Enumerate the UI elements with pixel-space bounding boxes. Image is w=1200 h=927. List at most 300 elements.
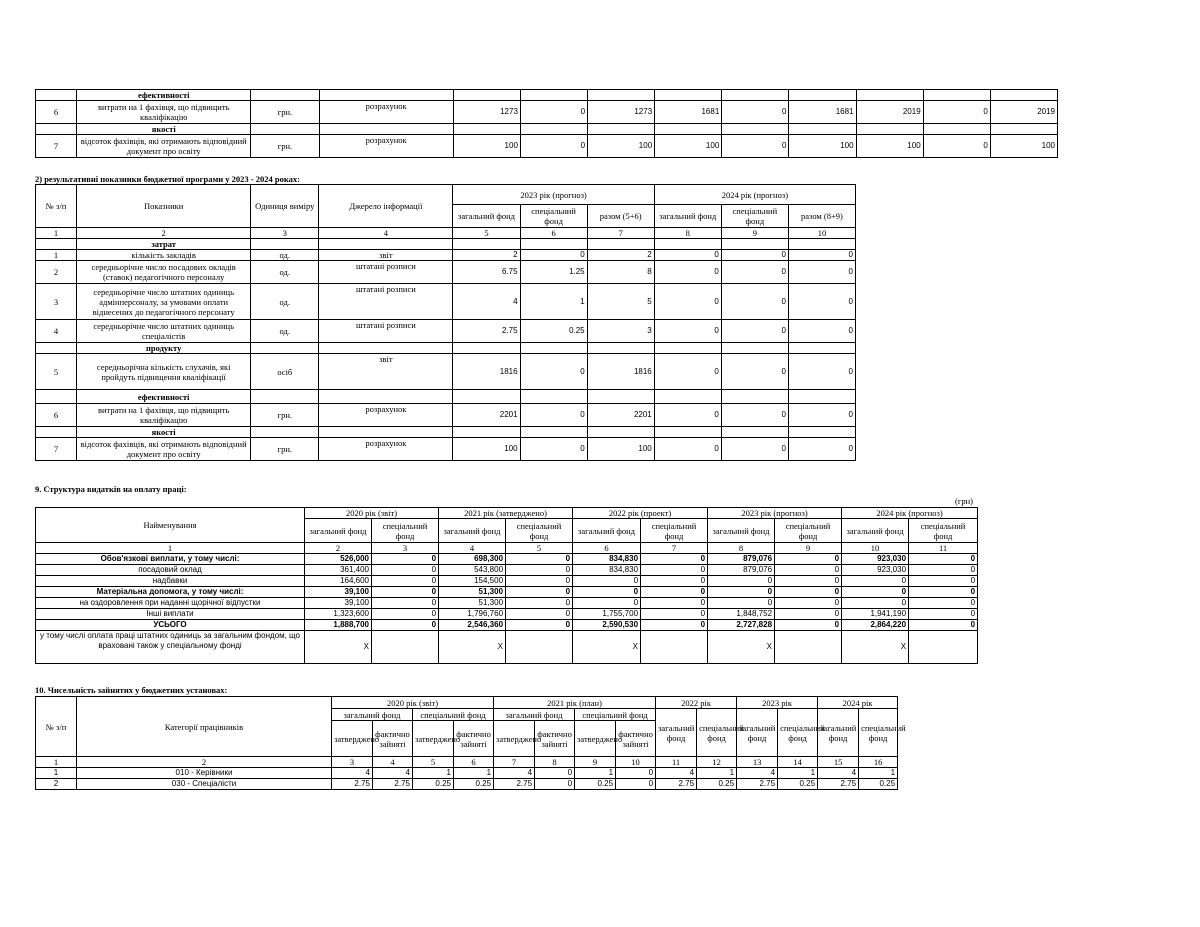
indicator-row: [36, 135, 1058, 158]
unit: грн.: [251, 101, 319, 124]
header-general-fund: загальний фонд: [737, 709, 778, 757]
indicator-name: відсоток фахівців, які отримають відповідний документ про освіту: [77, 135, 251, 158]
value-cell: 0: [372, 620, 439, 631]
row-num: 1: [36, 768, 77, 779]
salary-structure-table: [35, 507, 978, 664]
empty-cell: [251, 239, 319, 250]
empty-cell: [655, 90, 722, 101]
column-number: 1: [36, 757, 77, 768]
group-label: затрат: [77, 239, 251, 250]
header-2023: 2023 рік: [737, 697, 818, 709]
column-number: 9: [721, 228, 788, 239]
row-num: 6: [36, 101, 77, 124]
header-general-fund: загальний фонд: [708, 519, 775, 543]
results-indicators-table: [35, 184, 856, 461]
value-cell: 154,500: [439, 576, 506, 587]
empty-cell: [654, 239, 721, 250]
salary-row: [36, 554, 978, 565]
value-cell: 1: [575, 768, 616, 779]
mark-cell: X: [439, 631, 506, 664]
empty-cell: [655, 124, 722, 135]
value-cell: 0: [721, 284, 788, 320]
header-general-fund: загальний фонд: [439, 519, 506, 543]
value-cell: 8: [587, 261, 654, 284]
empty-cell: [520, 343, 587, 354]
value-cell: 0: [654, 438, 721, 461]
header-special-fund: спеціальний фонд: [859, 709, 898, 757]
value-cell: 0: [372, 587, 439, 598]
header-special-fund: спеціальний фонд: [697, 709, 737, 757]
mark-cell: [775, 631, 842, 664]
header-special-fund: спеціальний фонд: [520, 205, 587, 228]
section-9-title: 9. Структура видатків на оплату праці:: [35, 484, 187, 494]
header-source: Джерело інформації: [319, 185, 453, 228]
row-num: 7: [36, 438, 77, 461]
value-cell: 0.25: [778, 779, 818, 790]
header-special-fund: спеціальний фонд: [506, 519, 573, 543]
empty-cell: [453, 90, 520, 101]
value-cell: 1816: [587, 354, 654, 390]
value-cell: 0.25: [697, 779, 737, 790]
header-2023: 2023 рік (прогноз): [453, 185, 654, 205]
header-general-fund: загальний фонд: [656, 709, 697, 757]
value-cell: 0: [775, 587, 842, 598]
value-cell: 100: [453, 438, 520, 461]
empty-cell: [319, 390, 453, 404]
value-cell: 543,800: [439, 565, 506, 576]
value-cell: 0: [654, 261, 721, 284]
header-category: Категорії працівників: [77, 697, 332, 757]
empty-cell: [788, 427, 855, 438]
value-cell: 0: [909, 609, 978, 620]
value-cell: 0: [616, 779, 656, 790]
header-special-fund: спеціальний фонд: [575, 709, 656, 721]
unit-note: (грн): [955, 496, 973, 506]
value-cell: 100: [856, 135, 923, 158]
value-cell: 0: [641, 587, 708, 598]
indicator-name: середньорічне число посадових окладів (ставок) педагогічного персоналу: [77, 261, 251, 284]
column-number: 5: [453, 228, 520, 239]
group-row: [36, 427, 856, 438]
expense-name: посадовий оклад: [36, 565, 305, 576]
empty-cell: [722, 90, 789, 101]
indicator-name: середньорічне число штатних одиниць спеціалістів: [77, 320, 251, 343]
value-cell: 0.25: [575, 779, 616, 790]
group-row: [36, 124, 1058, 135]
expense-name: Інші виплати: [36, 609, 305, 620]
value-cell: 1816: [453, 354, 520, 390]
salary-row: [36, 565, 978, 576]
value-cell: 3: [587, 320, 654, 343]
empty-cell: [654, 343, 721, 354]
indicator-row: [36, 284, 856, 320]
value-cell: 0: [721, 250, 788, 261]
value-cell: 51,300: [439, 598, 506, 609]
value-cell: 0: [909, 598, 978, 609]
value-cell: 0: [654, 250, 721, 261]
indicator-name: відсоток фахівців, які отримають відповідний документ про освіту: [77, 438, 251, 461]
column-number: 16: [859, 757, 898, 768]
value-cell: 0: [708, 598, 775, 609]
value-cell: 0: [842, 587, 909, 598]
value-cell: 0: [775, 565, 842, 576]
value-cell: 0: [923, 101, 990, 124]
mark-cell: X: [573, 631, 641, 664]
employee-row: [36, 779, 898, 790]
value-cell: 0: [721, 404, 788, 427]
empty-cell: [36, 343, 77, 354]
value-cell: 0: [372, 609, 439, 620]
category-name: 030 - Спеціалісти: [77, 779, 332, 790]
row-num: 6: [36, 404, 77, 427]
empty-cell: [587, 343, 654, 354]
value-cell: 4: [737, 768, 778, 779]
column-number: 13: [737, 757, 778, 768]
empty-cell: [453, 239, 520, 250]
unit: од.: [251, 250, 319, 261]
header-special-fund: спеціальний фонд: [372, 519, 439, 543]
indicator-name: середньорічне число штатних одиниць адмінперсоналу, за умовами оплати віднесених до педагогічного персонату: [77, 284, 251, 320]
indicators-table-continued: [35, 89, 1058, 158]
value-cell: 4: [453, 284, 520, 320]
value-cell: 6.75: [453, 261, 520, 284]
indicator-row: [36, 101, 1058, 124]
value-cell: 879,076: [708, 565, 775, 576]
column-number: 7: [587, 228, 654, 239]
header-year: 2022 рік (проект): [573, 508, 708, 519]
indicator-row: [36, 354, 856, 390]
value-cell: 2.75: [656, 779, 697, 790]
empty-cell: [319, 90, 453, 101]
value-cell: 526,000: [305, 554, 372, 565]
note-text: у тому числі оплата праці штатних одиниць за загальним фондом, що враховані також у спеціальному фонді: [36, 631, 305, 664]
column-number: 15: [818, 757, 859, 768]
value-cell: 0: [775, 576, 842, 587]
header-special-fund: спеціальний фонд: [413, 709, 494, 721]
value-cell: 1.25: [520, 261, 587, 284]
column-number: 4: [439, 543, 506, 554]
empty-cell: [319, 124, 453, 135]
value-cell: 0: [775, 598, 842, 609]
value-cell: 0: [372, 598, 439, 609]
row-num: 4: [36, 320, 77, 343]
column-number: 4: [319, 228, 453, 239]
value-cell: 0: [721, 354, 788, 390]
header-2024: 2024 рік: [818, 697, 898, 709]
value-cell: 2201: [453, 404, 520, 427]
value-cell: 0: [520, 101, 587, 124]
value-cell: 100: [990, 135, 1057, 158]
column-number: 3: [332, 757, 373, 768]
empty-cell: [251, 124, 319, 135]
empty-cell: [788, 390, 855, 404]
value-cell: 361,400: [305, 565, 372, 576]
unit: осіб: [251, 354, 319, 390]
value-cell: 4: [332, 768, 373, 779]
empty-cell: [520, 90, 587, 101]
header-actual: фактично зайняті: [373, 721, 413, 757]
empty-cell: [36, 390, 77, 404]
source: розрахунок: [319, 101, 453, 124]
header-sum-5-6: разом (5+6): [587, 205, 654, 228]
header-special-fund: спеціальний фонд: [641, 519, 708, 543]
unit: од.: [251, 261, 319, 284]
empty-cell: [453, 343, 520, 354]
value-cell: 4: [373, 768, 413, 779]
empty-cell: [251, 390, 319, 404]
empty-cell: [453, 124, 520, 135]
column-number: 8: [708, 543, 775, 554]
source: штатані розписи: [319, 284, 453, 320]
value-cell: 1: [413, 768, 454, 779]
value-cell: 0: [788, 284, 855, 320]
section-10-title: 10. Чисельність зайнятих у бюджетних установах:: [35, 685, 228, 695]
value-cell: 100: [587, 438, 654, 461]
empty-cell: [319, 427, 453, 438]
unit: грн.: [251, 135, 319, 158]
value-cell: 0: [506, 576, 573, 587]
value-cell: 834,830: [573, 554, 641, 565]
value-cell: 879,076: [708, 554, 775, 565]
column-number: 1: [36, 543, 305, 554]
empty-cell: [923, 90, 990, 101]
value-cell: 0: [722, 135, 789, 158]
value-cell: 0: [923, 135, 990, 158]
value-cell: 0: [721, 438, 788, 461]
value-cell: 1,848,752: [708, 609, 775, 620]
column-number: 5: [413, 757, 454, 768]
column-number: 9: [775, 543, 842, 554]
row-num: 7: [36, 135, 77, 158]
value-cell: 0: [506, 565, 573, 576]
source: розрахунок: [319, 135, 453, 158]
empty-cell: [990, 124, 1057, 135]
header-actual: фактично зайняті: [616, 721, 656, 757]
expense-name: на оздоровлення при наданні щорічної відпустки: [36, 598, 305, 609]
value-cell: 923,030: [842, 565, 909, 576]
unit: од.: [251, 320, 319, 343]
header-year: 2023 рік (прогноз): [708, 508, 842, 519]
value-cell: 2: [587, 250, 654, 261]
column-number: 2: [305, 543, 372, 554]
column-number: 8: [535, 757, 575, 768]
value-cell: 0: [520, 404, 587, 427]
column-number: 14: [778, 757, 818, 768]
value-cell: 0: [842, 598, 909, 609]
value-cell: 0: [788, 404, 855, 427]
value-cell: 0: [654, 320, 721, 343]
header-general-fund: загальний фонд: [494, 709, 575, 721]
value-cell: 2,546,360: [439, 620, 506, 631]
value-cell: 51,300: [439, 587, 506, 598]
value-cell: 0: [520, 354, 587, 390]
empty-cell: [453, 390, 520, 404]
empty-cell: [788, 239, 855, 250]
source: розрахунок: [319, 438, 453, 461]
value-cell: 0.25: [520, 320, 587, 343]
value-cell: 0: [520, 250, 587, 261]
value-cell: 2.75: [494, 779, 535, 790]
header-2020: 2020 рік (звіт): [332, 697, 494, 709]
expense-name: Обов'язкові виплати, у тому числі:: [36, 554, 305, 565]
unit: од.: [251, 284, 319, 320]
value-cell: 164,600: [305, 576, 372, 587]
value-cell: 698,300: [439, 554, 506, 565]
value-cell: 0: [775, 620, 842, 631]
value-cell: 2019: [990, 101, 1057, 124]
column-number: 3: [372, 543, 439, 554]
header-year: 2020 рік (звіт): [305, 508, 439, 519]
indicator-row: [36, 250, 856, 261]
value-cell: 0: [708, 576, 775, 587]
value-cell: 923,030: [842, 554, 909, 565]
column-number: 7: [641, 543, 708, 554]
value-cell: 1273: [588, 101, 655, 124]
value-cell: 0: [641, 554, 708, 565]
mark-cell: [506, 631, 573, 664]
header-actual: фактично зайняті: [454, 721, 494, 757]
header-2024: 2024 рік (прогноз): [654, 185, 855, 205]
column-number: 6: [520, 228, 587, 239]
value-cell: 0: [641, 565, 708, 576]
mark-cell: X: [842, 631, 909, 664]
salary-row: [36, 598, 978, 609]
value-cell: 0: [788, 261, 855, 284]
row-num: 2: [36, 779, 77, 790]
empty-cell: [319, 239, 453, 250]
empty-cell: [36, 90, 77, 101]
empty-cell: [788, 343, 855, 354]
unit: грн.: [251, 404, 319, 427]
value-cell: 0: [788, 320, 855, 343]
column-number: 9: [575, 757, 616, 768]
column-number: 7: [494, 757, 535, 768]
empty-cell: [654, 427, 721, 438]
value-cell: 1273: [453, 101, 520, 124]
group-row: [36, 390, 856, 404]
value-cell: 1,755,700: [573, 609, 641, 620]
group-label: якості: [77, 124, 251, 135]
value-cell: 1,323,600: [305, 609, 372, 620]
source: розрахунок: [319, 404, 453, 427]
value-cell: 2.75: [453, 320, 520, 343]
group-row: [36, 343, 856, 354]
empty-cell: [587, 390, 654, 404]
value-cell: 39,100: [305, 598, 372, 609]
header-approved: затверджено: [332, 721, 373, 757]
column-number: 4: [373, 757, 413, 768]
empty-cell: [520, 239, 587, 250]
empty-cell: [251, 90, 319, 101]
empty-cell: [520, 124, 587, 135]
expense-name: Матеріальна допомога, у тому числі:: [36, 587, 305, 598]
empty-cell: [588, 90, 655, 101]
value-cell: 0: [372, 565, 439, 576]
value-cell: 0: [909, 587, 978, 598]
value-cell: 1: [454, 768, 494, 779]
empty-cell: [990, 90, 1057, 101]
column-number: 2: [77, 757, 332, 768]
salary-row: [36, 587, 978, 598]
empty-cell: [856, 124, 923, 135]
header-special-fund: спеціальний фонд: [721, 205, 788, 228]
value-cell: 2,864,220: [842, 620, 909, 631]
value-cell: 1,888,700: [305, 620, 372, 631]
value-cell: 1681: [655, 101, 722, 124]
empty-cell: [587, 427, 654, 438]
value-cell: 2019: [856, 101, 923, 124]
employee-row: [36, 768, 898, 779]
group-row: [36, 239, 856, 250]
empty-cell: [520, 427, 587, 438]
value-cell: 0: [721, 261, 788, 284]
value-cell: 5: [587, 284, 654, 320]
value-cell: 0: [641, 609, 708, 620]
empty-cell: [453, 427, 520, 438]
header-general-fund: загальний фонд: [818, 709, 859, 757]
header-general-fund: загальний фонд: [332, 709, 413, 721]
value-cell: 0: [641, 576, 708, 587]
expense-name: надбавки: [36, 576, 305, 587]
empty-cell: [721, 427, 788, 438]
header-2021: 2021 рік (план): [494, 697, 656, 709]
value-cell: 0: [520, 135, 587, 158]
row-num: 5: [36, 354, 77, 390]
value-cell: 100: [789, 135, 856, 158]
header-general-fund: загальний фонд: [453, 205, 520, 228]
category-name: 010 - Керівники: [77, 768, 332, 779]
salary-row: [36, 576, 978, 587]
header-name: Найменування: [36, 508, 305, 543]
group-label: ефективності: [77, 90, 251, 101]
header-special-fund: спеціальний фонд: [775, 519, 842, 543]
header-general-fund: загальний фонд: [305, 519, 372, 543]
value-cell: 1,796,760: [439, 609, 506, 620]
column-number: 6: [454, 757, 494, 768]
source: звіт: [319, 250, 453, 261]
value-cell: 0: [372, 554, 439, 565]
column-number: 10: [616, 757, 656, 768]
value-cell: 0: [775, 554, 842, 565]
value-cell: 1: [697, 768, 737, 779]
empty-cell: [587, 239, 654, 250]
source: штатані розписи: [319, 320, 453, 343]
value-cell: 4: [656, 768, 697, 779]
value-cell: 2.75: [373, 779, 413, 790]
empty-cell: [721, 343, 788, 354]
header-general-fund: загальний фонд: [573, 519, 641, 543]
group-label: якості: [77, 427, 251, 438]
value-cell: 4: [818, 768, 859, 779]
value-cell: 0: [708, 587, 775, 598]
value-cell: 0: [372, 576, 439, 587]
header-year: 2024 рік (прогноз): [842, 508, 978, 519]
value-cell: 0: [788, 250, 855, 261]
value-cell: 2.75: [818, 779, 859, 790]
employees-count-table: [35, 696, 906, 790]
mark-cell: [909, 631, 978, 664]
salary-row: [36, 609, 978, 620]
empty-cell: [588, 124, 655, 135]
value-cell: 0: [616, 768, 656, 779]
indicator-row: [36, 320, 856, 343]
group-row: [36, 90, 1058, 101]
value-cell: 0: [506, 609, 573, 620]
value-cell: 2.75: [332, 779, 373, 790]
mark-cell: X: [305, 631, 372, 664]
value-cell: 0.25: [454, 779, 494, 790]
value-cell: 0: [573, 598, 641, 609]
